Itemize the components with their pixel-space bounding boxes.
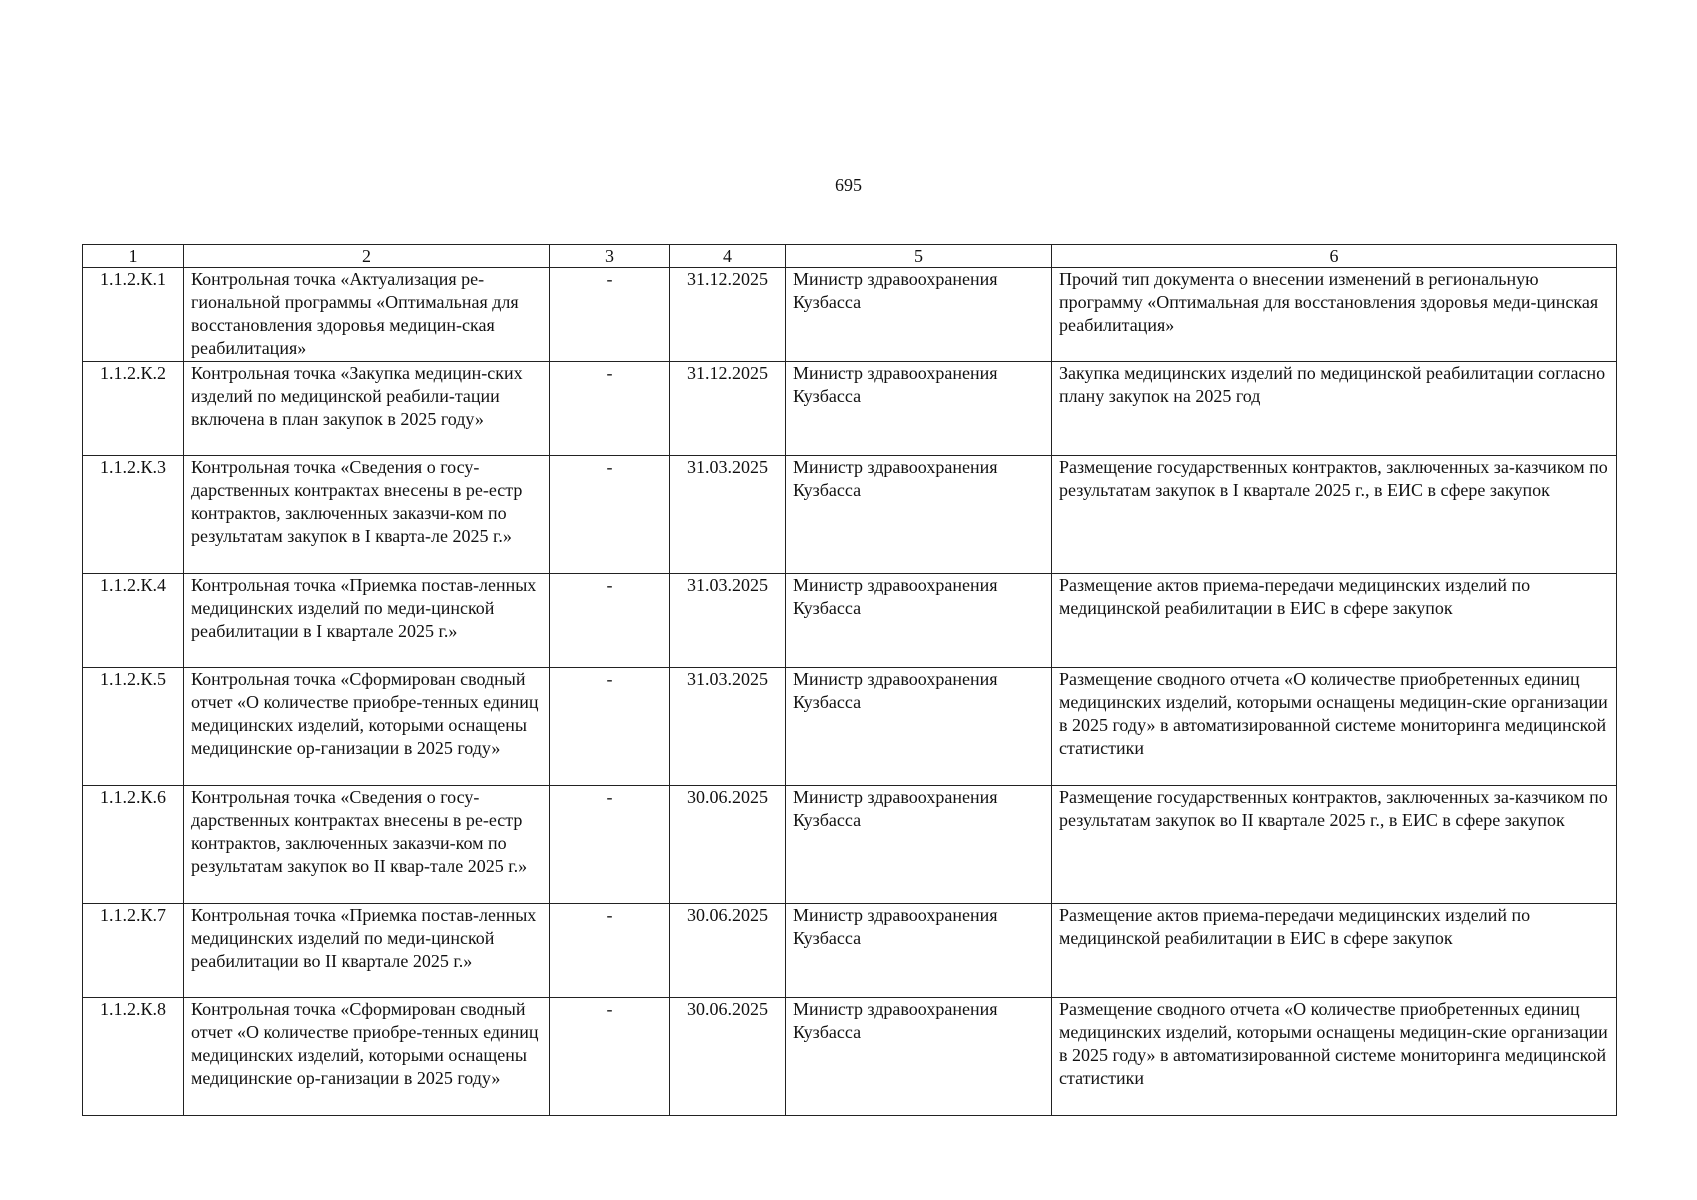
row-date: 30.06.2025 — [670, 904, 786, 998]
row-responsible: Министр здравоохранения Кузбасса — [786, 786, 1052, 904]
row-name: Контрольная точка «Сведения о госу-дарственных контрактах внесены в ре-естр контрактов, заключенных заказчи-ком по результатам закупок в I кварта-ле 2025 г.» — [184, 456, 550, 574]
page-number: 695 — [835, 175, 862, 195]
row-date: 30.06.2025 — [670, 998, 786, 1116]
control-points-table — [82, 244, 1617, 1116]
row-col3: - — [550, 456, 670, 574]
row-result: Размещение актов приема-передачи медицинских изделий по медицинской реабилитации в ЕИС в сфере закупок — [1052, 904, 1617, 998]
row-responsible: Министр здравоохранения Кузбасса — [786, 904, 1052, 998]
row-responsible: Министр здравоохранения Кузбасса — [786, 268, 1052, 362]
row-code: 1.1.2.К.6 — [83, 786, 184, 904]
row-name: Контрольная точка «Приемка постав-ленных медицинских изделий по меди-цинской реабилитации в I квартале 2025 г.» — [184, 574, 550, 668]
row-name: Контрольная точка «Закупка медицин-ских изделий по медицинской реабили-тации включена в план закупок в 2025 году» — [184, 362, 550, 456]
column-header: 4 — [670, 245, 786, 268]
row-name: Контрольная точка «Приемка постав-ленных медицинских изделий по меди-цинской реабилитации во II квартале 2025 г.» — [184, 904, 550, 998]
row-responsible: Министр здравоохранения Кузбасса — [786, 456, 1052, 574]
row-responsible: Министр здравоохранения Кузбасса — [786, 998, 1052, 1116]
row-result: Размещение сводного отчета «О количестве приобретенных единиц медицинских изделий, которыми оснащены медицин-ские организации в 2025 году» в автоматизированной системе мониторинга медицинской статистики — [1052, 998, 1617, 1116]
row-date: 31.03.2025 — [670, 668, 786, 786]
row-code: 1.1.2.К.3 — [83, 456, 184, 574]
row-result: Закупка медицинских изделий по медицинской реабилитации согласно плану закупок на 2025 год — [1052, 362, 1617, 456]
row-name: Контрольная точка «Актуализация ре-гиональной программы «Оптимальная для восстановления здоровья медицин-ская реабилитация» — [184, 268, 550, 362]
row-col3: - — [550, 668, 670, 786]
row-col3: - — [550, 998, 670, 1116]
row-date: 31.03.2025 — [670, 456, 786, 574]
row-result: Прочий тип документа о внесении изменений в региональную программу «Оптимальная для восстановления здоровья меди-цинская реабилитация» — [1052, 268, 1617, 362]
column-header: 1 — [83, 245, 184, 268]
column-header: 3 — [550, 245, 670, 268]
row-code: 1.1.2.К.4 — [83, 574, 184, 668]
row-result: Размещение актов приема-передачи медицинских изделий по медицинской реабилитации в ЕИС в сфере закупок — [1052, 574, 1617, 668]
row-name: Контрольная точка «Сформирован сводный отчет «О количестве приобре-тенных единиц медицинских изделий, которыми оснащены медицинские ор-ганизации в 2025 году» — [184, 998, 550, 1116]
row-col3: - — [550, 362, 670, 456]
row-code: 1.1.2.К.8 — [83, 998, 184, 1116]
row-result: Размещение государственных контрактов, заключенных за-казчиком по результатам закупок в I квартале 2025 г., в ЕИС в сфере закупок — [1052, 456, 1617, 574]
row-responsible: Министр здравоохранения Кузбасса — [786, 574, 1052, 668]
row-result: Размещение государственных контрактов, заключенных за-казчиком по результатам закупок во II квартале 2025 г., в ЕИС в сфере закупок — [1052, 786, 1617, 904]
row-responsible: Министр здравоохранения Кузбасса — [786, 362, 1052, 456]
table-row — [83, 786, 1617, 904]
column-header: 2 — [184, 245, 550, 268]
row-responsible: Министр здравоохранения Кузбасса — [786, 668, 1052, 786]
row-date: 31.03.2025 — [670, 574, 786, 668]
table-row — [83, 998, 1617, 1116]
row-code: 1.1.2.К.1 — [83, 268, 184, 362]
row-col3: - — [550, 268, 670, 362]
table-row — [83, 904, 1617, 998]
row-col3: - — [550, 786, 670, 904]
row-name: Контрольная точка «Сведения о госу-дарственных контрактах внесены в ре-естр контрактов, заключенных заказчи-ком по результатам закупок во II квар-тале 2025 г.» — [184, 786, 550, 904]
column-header: 6 — [1052, 245, 1617, 268]
row-name: Контрольная точка «Сформирован сводный отчет «О количестве приобре-тенных единиц медицинских изделий, которыми оснащены медицинские ор-ганизации в 2025 году» — [184, 668, 550, 786]
row-result: Размещение сводного отчета «О количестве приобретенных единиц медицинских изделий, которыми оснащены медицин-ские организации в 2025 году» в автоматизированной системе мониторинга медицинской статистики — [1052, 668, 1617, 786]
table-row — [83, 362, 1617, 456]
row-date: 30.06.2025 — [670, 786, 786, 904]
row-code: 1.1.2.К.7 — [83, 904, 184, 998]
row-code: 1.1.2.К.5 — [83, 668, 184, 786]
table-row — [83, 574, 1617, 668]
table-header-row — [83, 245, 1617, 268]
table-row — [83, 668, 1617, 786]
table-row — [83, 456, 1617, 574]
row-date: 31.12.2025 — [670, 268, 786, 362]
row-col3: - — [550, 904, 670, 998]
table-row — [83, 268, 1617, 362]
row-date: 31.12.2025 — [670, 362, 786, 456]
row-col3: - — [550, 574, 670, 668]
column-header: 5 — [786, 245, 1052, 268]
row-code: 1.1.2.К.2 — [83, 362, 184, 456]
